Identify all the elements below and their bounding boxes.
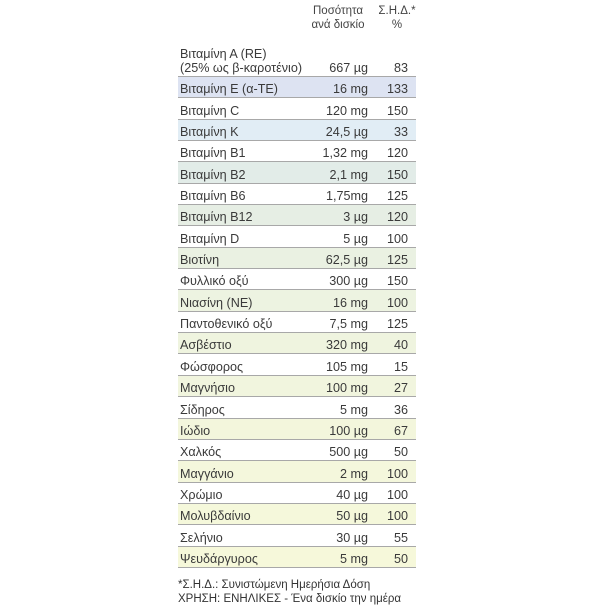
table-row bbox=[178, 461, 416, 482]
footnote bbox=[178, 578, 416, 606]
nutrient-name: Νιασίνη (ΝΕ) bbox=[180, 295, 253, 310]
header-amount-column bbox=[298, 4, 374, 38]
table-row bbox=[178, 141, 416, 162]
header-amount-line2: ανά δισκίο bbox=[311, 19, 365, 31]
footnote-rda-definition: *Σ.Η.Δ.: Συνιστώμενη Ημερήσια Δόση bbox=[178, 578, 371, 591]
header-name-column bbox=[178, 4, 298, 38]
nutrient-name: Ιώδιο bbox=[180, 423, 211, 438]
table-row bbox=[178, 397, 416, 418]
amount-per-tablet: 5 µg bbox=[343, 231, 368, 246]
nutrient-name: Βιταμίνη Β2 bbox=[180, 167, 246, 182]
amount-per-tablet: 50 µg bbox=[336, 509, 368, 524]
amount-per-tablet: 320 mg bbox=[325, 338, 368, 353]
rda-percent: 100 bbox=[386, 466, 408, 481]
nutrient-name: Βιταμίνη Β1 bbox=[180, 146, 246, 161]
table-row bbox=[178, 205, 416, 226]
table-row bbox=[178, 98, 416, 119]
amount-per-tablet: 100 µg bbox=[329, 423, 368, 438]
rda-percent: 120 bbox=[386, 146, 408, 161]
rda-percent: 125 bbox=[386, 253, 408, 268]
table-row bbox=[178, 419, 416, 440]
rda-percent: 150 bbox=[386, 103, 408, 118]
table-row bbox=[178, 269, 416, 290]
table-row bbox=[178, 525, 416, 546]
nutrient-name: Μαγγάνιο bbox=[180, 466, 234, 481]
table-row bbox=[178, 40, 416, 77]
amount-per-tablet: 2,1 mg bbox=[329, 167, 368, 182]
nutrient-name: Φώσφορος bbox=[180, 359, 244, 374]
nutrient-name: Παντοθενικό οξύ bbox=[180, 317, 273, 332]
amount-per-tablet: 1,32 mg bbox=[322, 146, 368, 161]
table-row bbox=[178, 162, 416, 183]
rda-percent: 50 bbox=[393, 445, 408, 460]
nutrient-name: Βιταμίνη Ε (α-ΤΕ) bbox=[180, 82, 278, 97]
table-row bbox=[178, 547, 416, 568]
table-row bbox=[178, 226, 416, 247]
nutrient-name: Σίδηρος bbox=[180, 402, 225, 417]
table-row bbox=[178, 483, 416, 504]
table-row bbox=[178, 290, 416, 311]
amount-per-tablet: 667 µg bbox=[329, 61, 368, 75]
rda-percent: 120 bbox=[386, 210, 408, 225]
nutrient-name: Βιταμίνη C bbox=[180, 103, 240, 118]
rda-percent: 100 bbox=[386, 231, 408, 246]
table-row bbox=[178, 333, 416, 354]
nutrient-name: Βιταμίνη Β12 bbox=[180, 210, 253, 225]
header-amount-line1: Ποσότητα bbox=[313, 5, 363, 17]
table-row bbox=[178, 120, 416, 141]
nutrient-name: Σελήνιο bbox=[180, 530, 223, 545]
amount-per-tablet: 1,75mg bbox=[325, 189, 368, 204]
amount-per-tablet: 3 µg bbox=[343, 210, 368, 225]
rda-percent: 55 bbox=[393, 530, 408, 545]
rda-percent: 27 bbox=[393, 381, 408, 396]
amount-per-tablet: 120 mg bbox=[325, 103, 368, 118]
header-rda-line1: Σ.Η.Δ.* bbox=[378, 5, 416, 17]
nutrient-name: Βιταμίνη Β6 bbox=[180, 189, 246, 204]
rda-percent: 100 bbox=[386, 509, 408, 524]
amount-per-tablet: 16 mg bbox=[332, 295, 368, 310]
amount-per-tablet: 16 mg bbox=[332, 82, 368, 97]
rda-percent: 83 bbox=[393, 61, 408, 75]
rda-percent: 100 bbox=[386, 295, 408, 310]
header-rda-line2: % bbox=[391, 19, 403, 31]
rda-percent: 40 bbox=[393, 338, 408, 353]
rda-percent: 36 bbox=[393, 402, 408, 417]
header-rda-column bbox=[374, 4, 416, 38]
amount-per-tablet: 100 mg bbox=[325, 381, 368, 396]
rda-percent: 50 bbox=[393, 551, 408, 566]
rda-percent: 33 bbox=[393, 125, 408, 140]
amount-per-tablet: 30 µg bbox=[336, 530, 368, 545]
nutrient-name: Ψευδάργυρος bbox=[180, 551, 258, 566]
table-row bbox=[178, 184, 416, 205]
nutrient-name: Μολυβδαίνιο bbox=[180, 509, 251, 524]
table-row bbox=[178, 440, 416, 461]
amount-per-tablet: 40 µg bbox=[336, 487, 368, 502]
amount-per-tablet: 62,5 µg bbox=[325, 253, 368, 268]
rda-percent: 15 bbox=[393, 359, 408, 374]
rda-percent: 67 bbox=[393, 423, 408, 438]
rda-percent: 150 bbox=[386, 167, 408, 182]
table-row bbox=[178, 77, 416, 98]
nutrient-name: Χρώμιο bbox=[180, 487, 223, 502]
nutrient-name: Ασβέστιο bbox=[180, 338, 232, 353]
rda-percent: 150 bbox=[386, 274, 408, 289]
nutrient-name-line1: Βιταμίνη Α (RE) bbox=[180, 47, 267, 61]
nutrient-name: Χαλκός bbox=[180, 445, 222, 460]
table-row bbox=[178, 504, 416, 525]
nutrient-name bbox=[178, 40, 303, 75]
amount-per-tablet: 500 µg bbox=[329, 445, 368, 460]
amount-per-tablet: 105 mg bbox=[325, 359, 368, 374]
nutrition-facts-table bbox=[178, 4, 416, 606]
rda-percent: 125 bbox=[386, 189, 408, 204]
amount-per-tablet: 2 mg bbox=[340, 466, 368, 481]
table-header bbox=[178, 4, 416, 38]
table-row bbox=[178, 312, 416, 333]
table-body bbox=[178, 40, 416, 568]
rda-percent: 125 bbox=[386, 317, 408, 332]
nutrient-name: Βιοτίνη bbox=[180, 253, 220, 268]
nutrient-name-line2: (25% ως β-καροτένιο) bbox=[180, 61, 303, 75]
footnote-usage: ΧΡΗΣΗ: ΕΝΗΛΙΚΕΣ - Ένα δισκίο την ημέρα bbox=[178, 592, 402, 605]
nutrient-name: Βιταμίνη D bbox=[180, 231, 240, 246]
amount-per-tablet: 24,5 µg bbox=[325, 125, 368, 140]
nutrient-name: Μαγνήσιο bbox=[180, 381, 235, 396]
rda-percent: 100 bbox=[386, 487, 408, 502]
amount-per-tablet: 300 µg bbox=[329, 274, 368, 289]
nutrient-name: Φυλλικό οξύ bbox=[180, 274, 249, 289]
rda-percent: 133 bbox=[386, 82, 408, 97]
table-row bbox=[178, 354, 416, 375]
amount-per-tablet: 7,5 mg bbox=[329, 317, 368, 332]
table-row bbox=[178, 248, 416, 269]
amount-per-tablet: 5 mg bbox=[340, 402, 368, 417]
table-row bbox=[178, 376, 416, 397]
amount-per-tablet: 5 mg bbox=[340, 551, 368, 566]
nutrient-name: Βιταμίνη Κ bbox=[180, 125, 239, 140]
